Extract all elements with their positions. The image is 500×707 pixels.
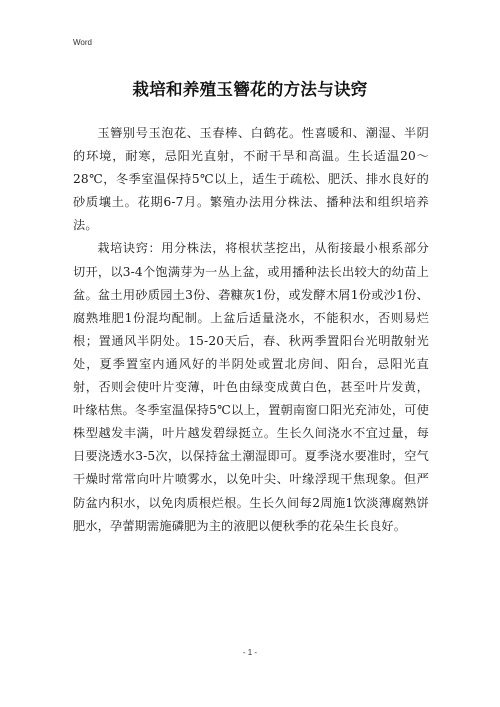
page-number: - 1 - [242, 648, 258, 657]
header-label: Word [73, 38, 92, 47]
document-title: 栽培和养殖玉簪花的方法与诀窍 [132, 80, 368, 99]
paragraph-intro: 玉簪别号玉泡花、玉春棒、白鹤花。性喜暖和、潮湿、半阴的环境，耐寒，忌阳光直射，不耐干旱和高温。生长适温20～28℃，冬季室温保持5℃以上，适生于疏松、肥沃、排水良好的砂质壤土。花期6-7月。繁殖办法用分株法、播种法和组织培养法。 [73, 126, 429, 233]
paragraph-cultivation-tips: 栽培诀窍：用分株法，将根状茎挖出，从衔接最小根系部分切开，以3-4个饱满芽为一丛上盆，或用播种法长出较大的幼苗上盆。盆土用砂质园土3份、砻糠灰1份，或发酵木屑1份或沙1份、腐熟堆肥1份混均配制。上盆后适量浇水，不能积水，否则易烂根；置通风半阴处。15-20天后，春、秋两季置阳台光明散射光处，夏季置室内通风好的半阴处或置北房间、阳台，忌阳光直射，否则会使叶片变薄，叶色由绿变成黄白色，甚至叶片发黄，叶缘枯焦。冬季室温保持5℃以上，置朝南窗口阳光充沛处，可使株型越发丰满，叶片越发碧绿挺立。生长久间浇水不宜过量，每日要浇透水3-5次，以保持盆土潮湿即可。夏季浇水要准时，空气干燥时常常向叶片喷雾水，以免叶尖、叶缘浮现干焦现象。但严防盆内积水，以免肉质根烂根。生长久间每2周施1饮淡薄腐熟饼肥水，孕蕾期需施磷肥为主的液肥以便秋季的花朵生长良好。 [73, 241, 429, 533]
document-body [73, 122, 429, 538]
